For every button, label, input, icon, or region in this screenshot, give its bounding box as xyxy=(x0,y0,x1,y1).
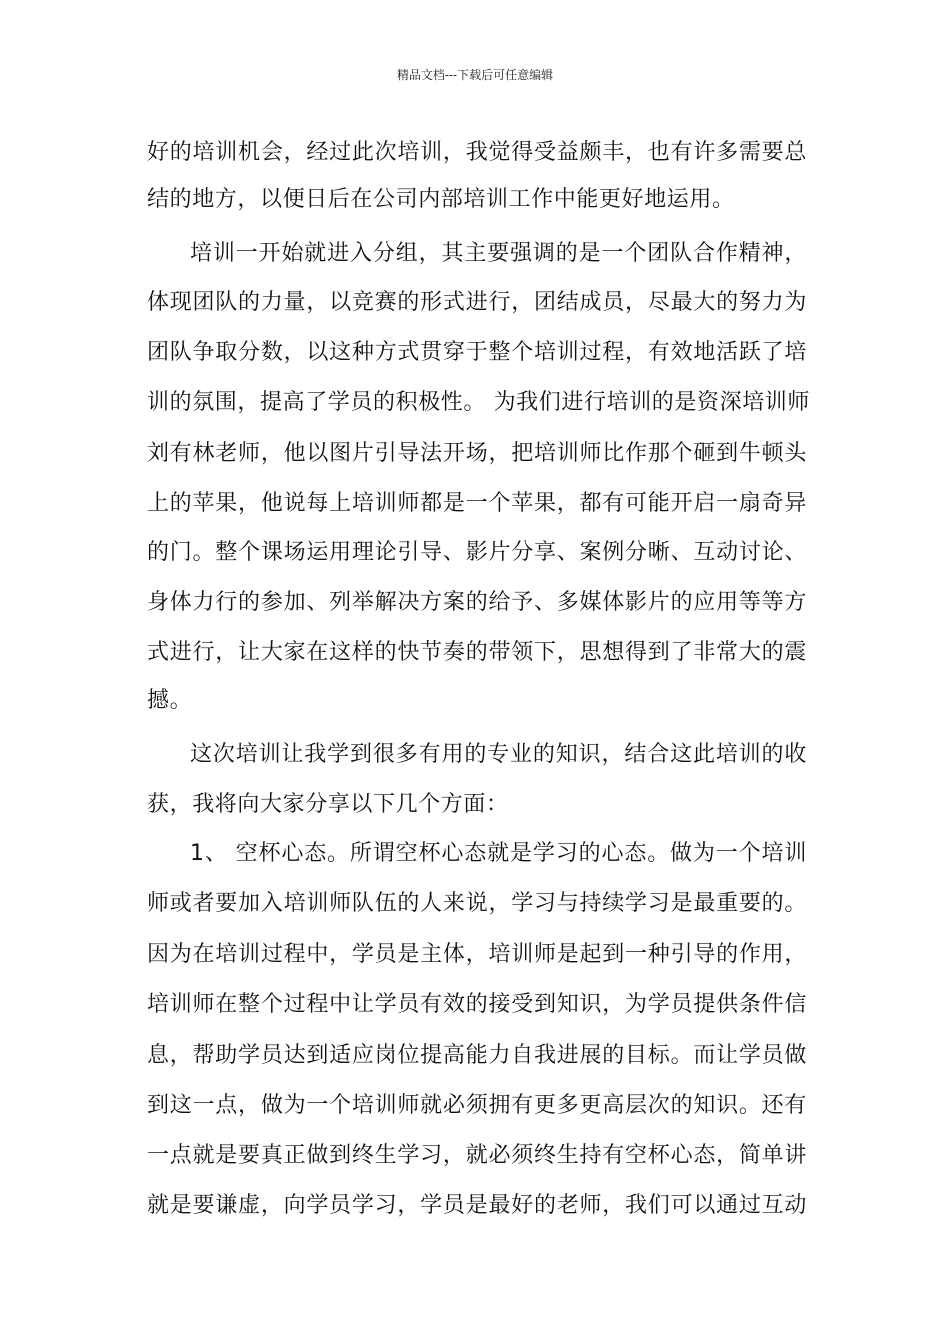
text-line: 到这一点，做为一个培训师就必须拥有更多更高层次的知识。还有 xyxy=(147,1093,807,1118)
text-line: 结的地方，以便日后在公司内部培训工作中能更好地运用。 xyxy=(147,187,735,212)
text-line: 上的苹果，他说每上培训师都是一个苹果，都有可能开启一扇奇异 xyxy=(147,491,807,516)
text-line: 撼。 xyxy=(147,688,193,713)
text-line: 培训师在整个过程中让学员有效的接受到知识，为学员提供条件信 xyxy=(147,992,807,1017)
text-line: 这次培训让我学到很多有用的专业的知识，结合这此培训的收 xyxy=(190,742,807,767)
text-line: 因为在培训过程中，学员是主体，培训师是起到一种引导的作用， xyxy=(147,942,807,967)
page-header: 精品文档---下载后可任意编辑 xyxy=(396,68,554,82)
text-line: 团队争取分数，以这种方式贯穿于整个培训过程，有效地活跃了培 xyxy=(147,340,807,365)
text-line: 1、 空杯心态。所谓空杯心态就是学习的心态。做为一个培训 xyxy=(190,841,807,866)
text-line: 一点就是要真正做到终生学习，就必须终生持有空杯心态，简单讲 xyxy=(147,1143,807,1168)
text-line: 培训一开始就进入分组，其主要强调的是一个团队合作精神， xyxy=(190,241,807,266)
text-line: 训的氛围，提高了学员的积极性。 为我们进行培训的是资深培训师 xyxy=(147,390,810,415)
text-line: 就是要谦虚，向学员学习，学员是最好的老师，我们可以通过互动 xyxy=(147,1193,807,1218)
text-line: 刘有林老师，他以图片引导法开场，把培训师比作那个砸到牛顿头 xyxy=(147,441,807,466)
text-line: 式进行，让大家在这样的快节奏的带领下，思想得到了非常大的震 xyxy=(147,640,807,665)
text-line: 身体力行的参加、列举解决方案的给予、多媒体影片的应用等等方 xyxy=(147,590,807,615)
text-line: 好的培训机会，经过此次培训，我觉得受益颇丰，也有许多需要总 xyxy=(147,140,807,165)
text-line: 息，帮助学员达到适应岗位提高能力自我进展的目标。而让学员做 xyxy=(147,1043,807,1068)
text-line: 体现团队的力量，以竞赛的形式进行，团结成员，尽最大的努力为 xyxy=(147,290,807,315)
text-line: 师或者要加入培训师队伍的人来说，学习与持续学习是最重要的。 xyxy=(147,891,807,916)
text-line: 获，我将向大家分享以下几个方面： xyxy=(147,792,509,817)
text-line: 的门。整个课场运用理论引导、影片分享、案例分晰、互动讨论、 xyxy=(147,540,807,565)
